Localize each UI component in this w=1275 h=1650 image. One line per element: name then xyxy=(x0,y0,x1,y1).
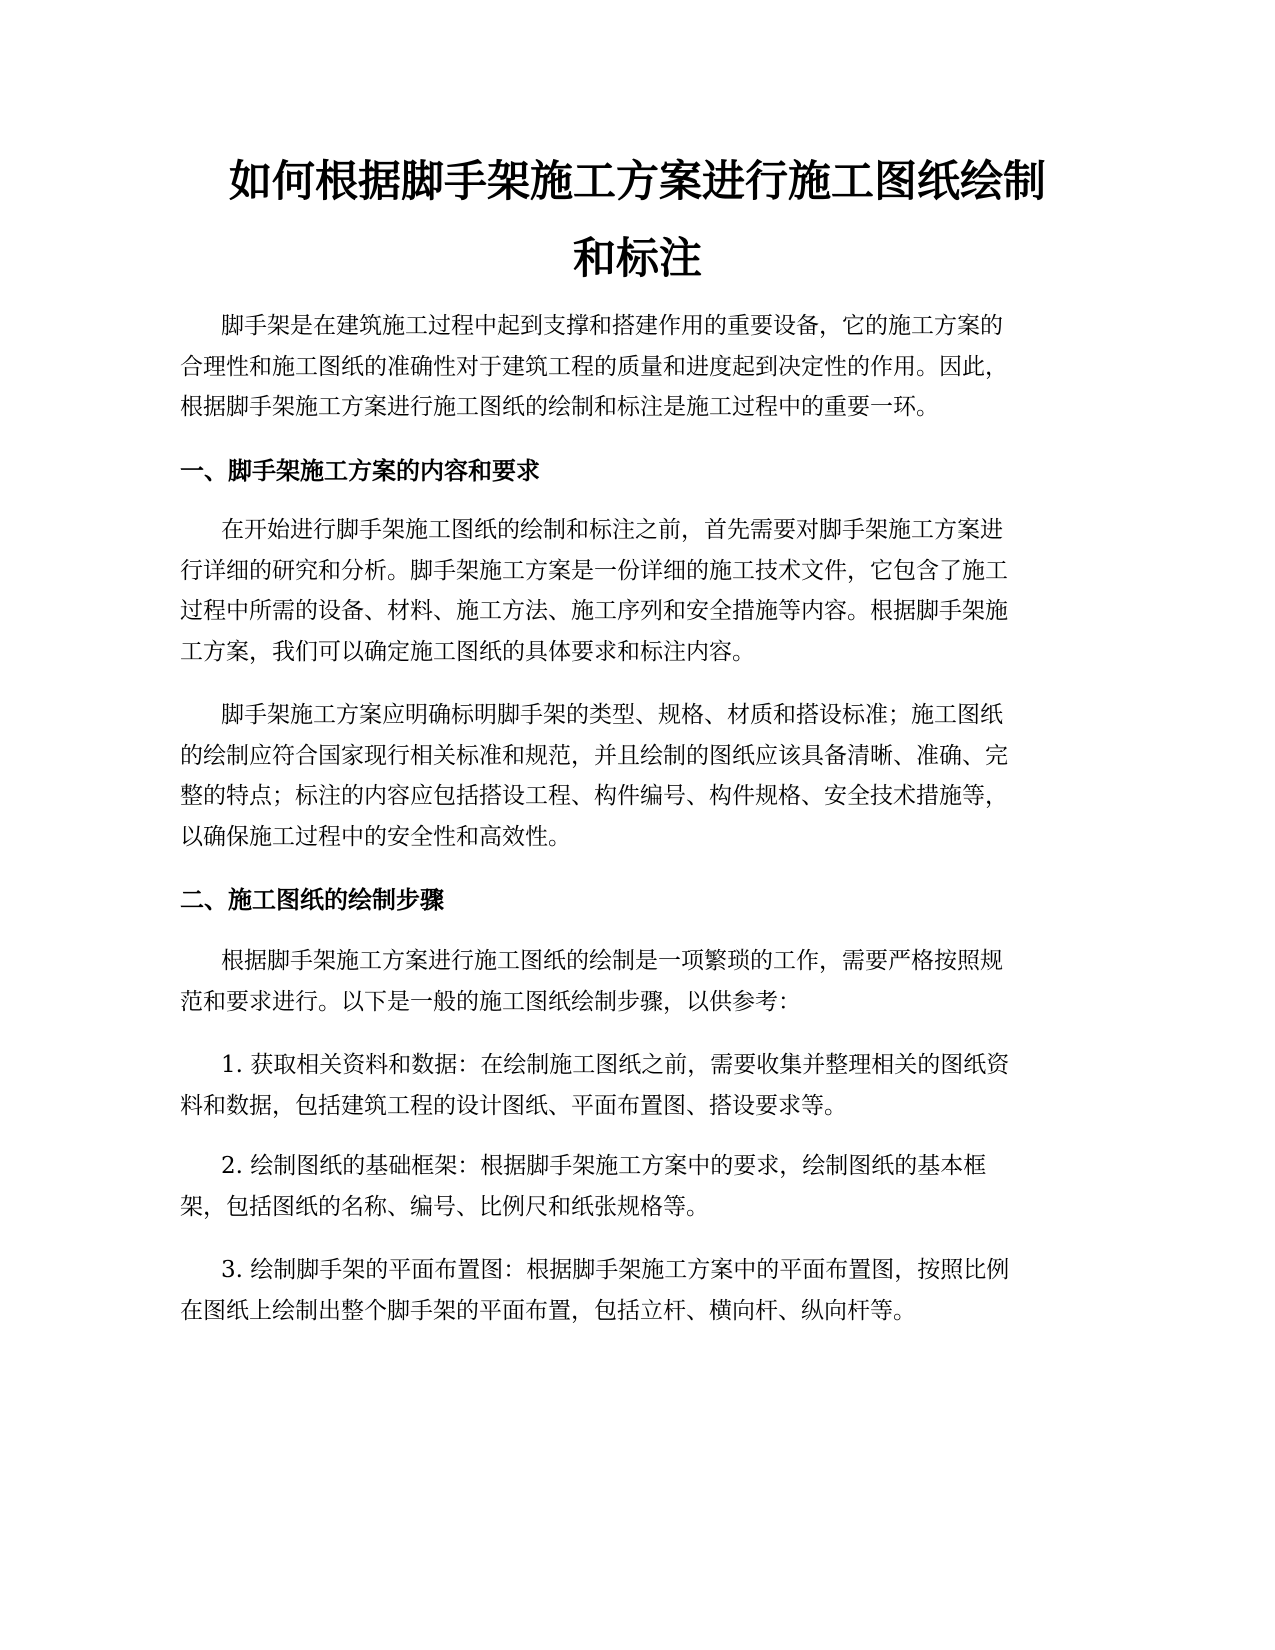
section-1-paragraph-2 xyxy=(180,695,1095,857)
text-line: 工方案，我们可以确定施工图纸的具体要求和标注内容。 xyxy=(180,638,755,665)
text-line: 合理性和施工图纸的准确性对于建筑工程的质量和进度起到决定性的作用。因此， xyxy=(180,353,1008,380)
text-line: 的绘制应符合国家现行相关标准和规范，并且绘制的图纸应该具备清晰、准确、完 xyxy=(180,742,1008,769)
text-line: 脚手架是在建筑施工过程中起到支撑和搭建作用的重要设备，它的施工方案的 xyxy=(221,313,1003,339)
section-1-paragraph-1 xyxy=(180,510,1095,672)
step-item-2 xyxy=(180,1146,1095,1227)
step-item-3 xyxy=(180,1250,1095,1331)
section-2-heading: 二、施工图纸的绘制步骤 xyxy=(180,886,444,914)
text-line: 2. 绘制图纸的基础框架：根据脚手架施工方案中的要求，绘制图纸的基本框 xyxy=(221,1153,987,1179)
text-line: 脚手架施工方案应明确标明脚手架的类型、规格、材质和搭设标准；施工图纸 xyxy=(221,702,1003,728)
text-line: 整的特点；标注的内容应包括搭设工程、构件编号、构件规格、安全技术措施等， xyxy=(180,783,1008,809)
text-line: 3. 绘制脚手架的平面布置图：根据脚手架施工方案中的平面布置图，按照比例 xyxy=(221,1257,1010,1283)
text-line: 在图纸上绘制出整个脚手架的平面布置，包括立杆、横向杆、纵向杆等。 xyxy=(180,1297,916,1324)
document-title xyxy=(180,144,1095,298)
text-line: 行详细的研究和分析。脚手架施工方案是一份详细的施工技术文件，它包含了施工 xyxy=(180,557,1008,584)
text-line: 根据脚手架施工方案进行施工图纸的绘制是一项繁琐的工作，需要严格按照规 xyxy=(221,948,1003,974)
text-line: 架，包括图纸的名称、编号、比例尺和纸张规格等。 xyxy=(180,1193,709,1220)
text-line: 1. 获取相关资料和数据：在绘制施工图纸之前，需要收集并整理相关的图纸资 xyxy=(221,1052,1010,1078)
text-line: 范和要求进行。以下是一般的施工图纸绘制步骤，以供参考： xyxy=(180,988,801,1015)
section-1-heading: 一、脚手架施工方案的内容和要求 xyxy=(180,457,540,485)
step-item-1 xyxy=(180,1045,1095,1126)
text-line: 以确保施工过程中的安全性和高效性。 xyxy=(180,823,571,850)
title-line: 和标注 xyxy=(573,234,702,284)
section-2-paragraph-1 xyxy=(180,941,1095,1022)
text-line: 在开始进行脚手架施工图纸的绘制和标注之前，首先需要对脚手架施工方案进 xyxy=(221,517,1003,543)
text-line: 料和数据，包括建筑工程的设计图纸、平面布置图、搭设要求等。 xyxy=(180,1092,847,1119)
title-line: 如何根据脚手架施工方案进行施工图纸绘制 xyxy=(229,157,1046,207)
intro-paragraph xyxy=(180,306,1095,428)
text-line: 过程中所需的设备、材料、施工方法、施工序列和安全措施等内容。根据脚手架施 xyxy=(180,598,1008,624)
text-line: 根据脚手架施工方案进行施工图纸的绘制和标注是施工过程中的重要一环。 xyxy=(180,394,939,420)
